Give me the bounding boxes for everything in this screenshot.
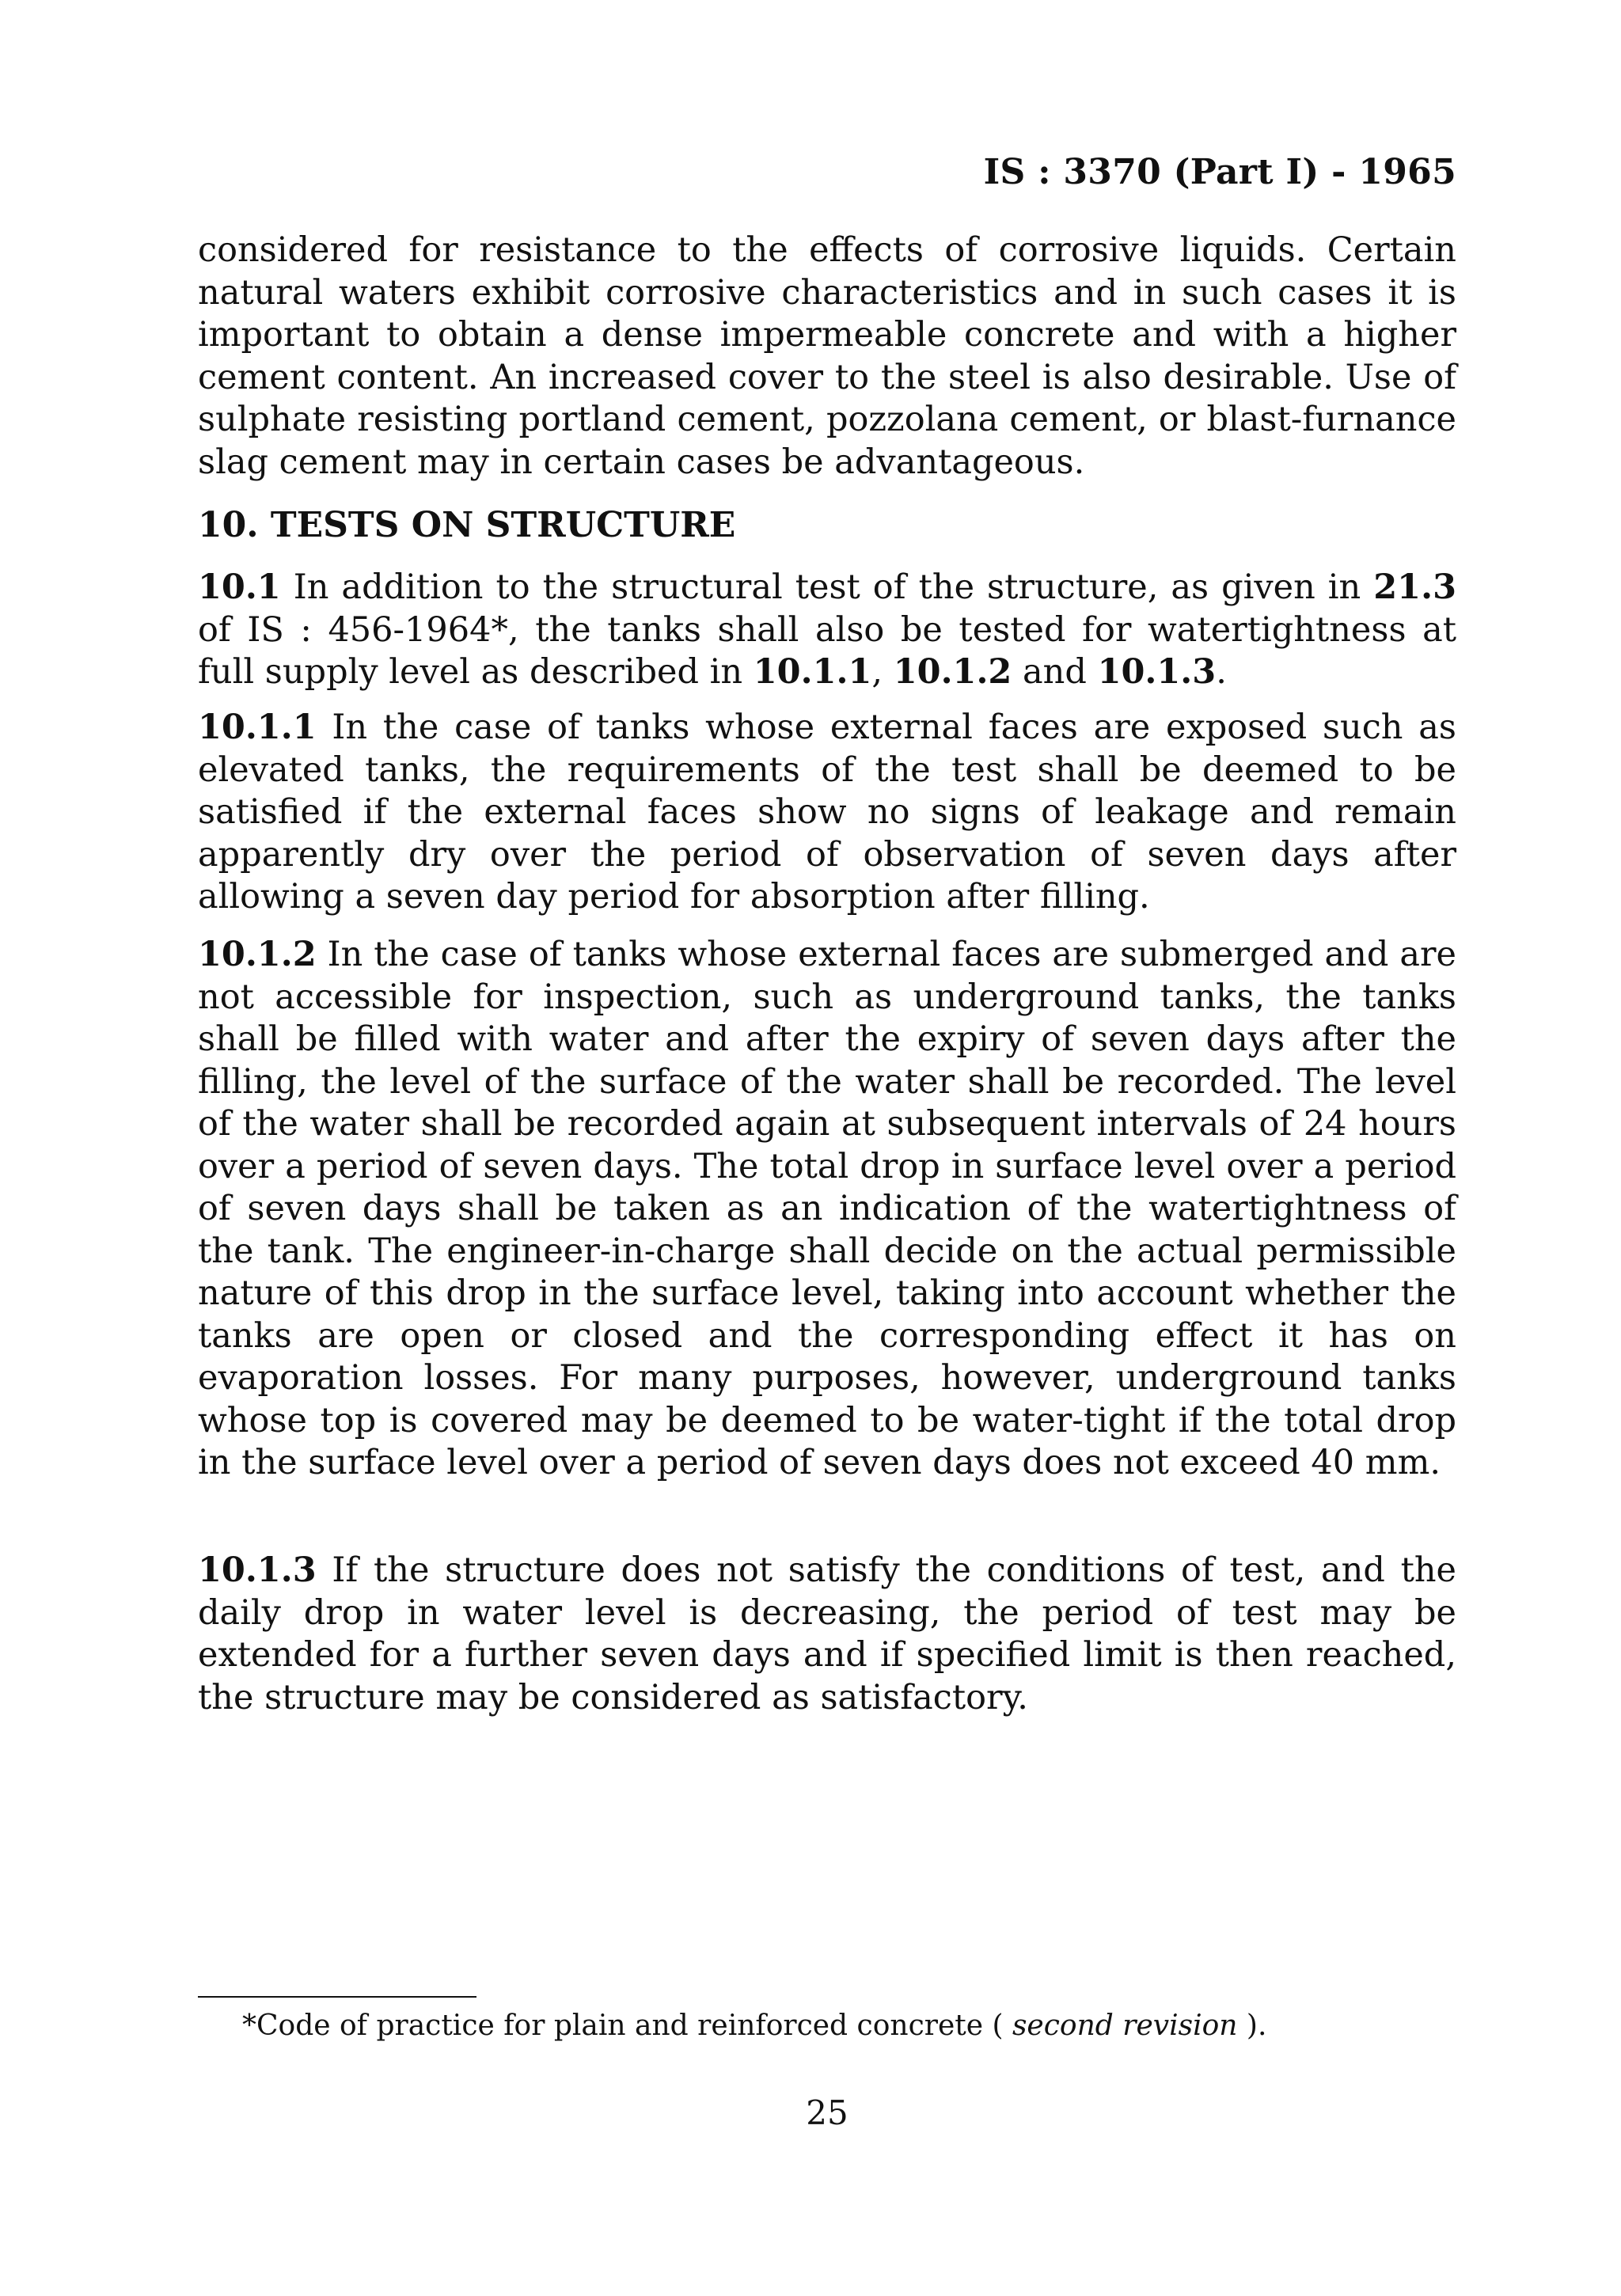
clause-text: of IS : 456-1964*, the tanks shall also be tested for watertightness at full supply level as described in [198, 609, 1456, 692]
footnote-italic: second revision [1012, 2009, 1238, 2042]
clause-reference: 21.3 [1373, 567, 1456, 607]
clause-reference: 10.1.2 [893, 652, 1012, 692]
clause-text: In addition to the structural test of the structure, as given in [280, 567, 1374, 607]
sentence-end: . [1216, 652, 1227, 692]
clause-10-1-3 [198, 1550, 1456, 1719]
separator-text: and [1012, 652, 1098, 692]
separator-text: , [871, 652, 894, 692]
clause-number: 10.1.1 [198, 708, 317, 747]
page-number: 25 [806, 2093, 848, 2132]
document-id-header: IS : 3370 (Part I) - 1965 [983, 152, 1456, 192]
clause-10-1-1 [198, 707, 1456, 919]
footnote-text: *Code of practice for plain and reinforced concrete ( [242, 2009, 1012, 2042]
clause-number: 10.1 [198, 567, 281, 607]
clause-10-1 [198, 567, 1456, 694]
intro-paragraph: considered for resistance to the effects of corrosive liquids. Certain natural waters exhibit corrosive characteristics and in such cases it is important to obtain a dense impermeable concrete and with a higher cement content. An increased cover to the steel is also desirable. Use of sulphate resisting portland cement, pozzolana cement, or blast-furnance slag cement may in certain cases be advantageous. [198, 230, 1456, 482]
footnote-end: ). [1237, 2009, 1267, 2042]
footnote-divider [198, 1996, 476, 1998]
section-heading: 10. TESTS ON STRUCTURE [198, 505, 736, 545]
clause-text: In the case of tanks whose external faces are submerged and are not accessible for inspection, such as underground tanks, the tanks shall be filled with water and after the expiry of seven days after the filling, the level of the surface of the water shall be recorded. The level of the water shall be recorded again at subsequent intervals of 24 hours over a period of seven days. The total drop in surface level over a period of seven days shall be taken as an indication of the watertightness of the tank. The engineer-in-charge shall decide on the actual permissible nature of this drop in the surface level, taking into account whether the tanks are open or closed and the corresponding effect it has on evaporation losses. For many purposes, however, underground tanks whose top is covered may be deemed to be water-tight if the total drop in the surface level over a period of seven days does not exceed 40 mm. [198, 935, 1456, 1482]
clause-text: If the structure does not satisfy the conditions of test, and the daily drop in water level is decreasing, the period of test may be extended for a further seven days and if specified limit is then reached, the structure may be considered as satisfactory. [198, 1550, 1456, 1717]
footnote [242, 2008, 1266, 2044]
clause-10-1-2 [198, 934, 1456, 1485]
clause-reference: 10.1.3 [1097, 652, 1217, 692]
clause-text: In the case of tanks whose external faces are exposed such as elevated tanks, the requirements of the test shall be deemed to be satisfied if the external faces show no signs of leakage and remain apparently dry over the period of observation of seven days after allowing a seven day period for absorption after filling. [198, 708, 1456, 917]
clause-reference: 10.1.1 [753, 652, 872, 692]
clause-number: 10.1.2 [198, 935, 317, 974]
clause-number: 10.1.3 [198, 1550, 317, 1590]
